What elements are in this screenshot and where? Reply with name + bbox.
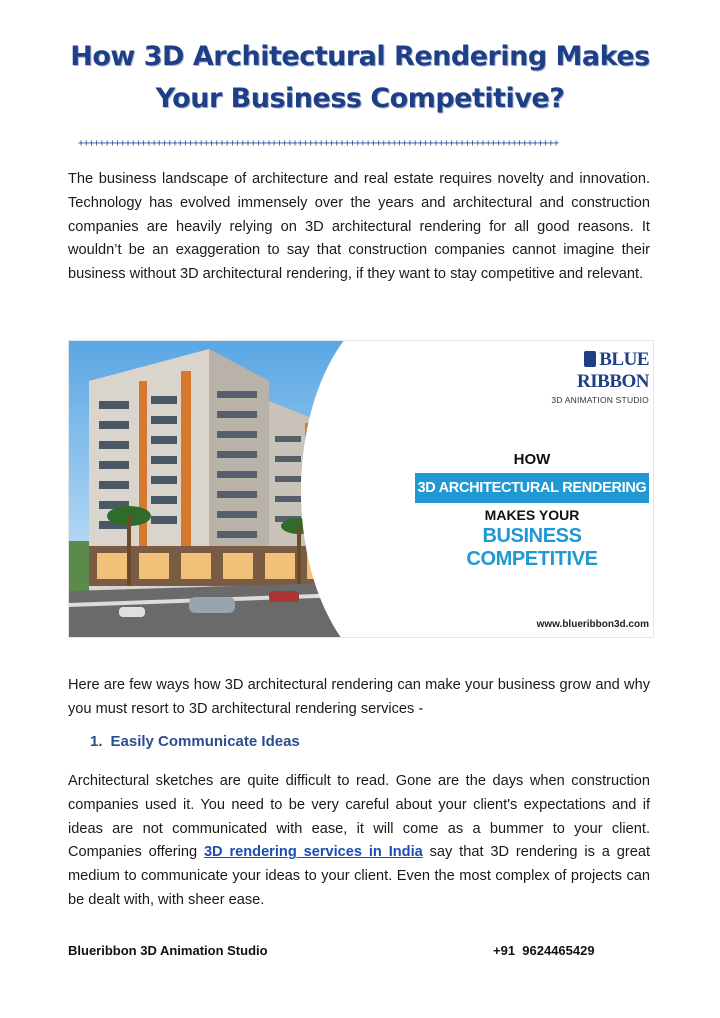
ribbon-logo-icon bbox=[584, 351, 596, 367]
brand-name: BLUE RIBBON bbox=[577, 349, 649, 392]
title-line-2: Your Business Competitive? bbox=[155, 83, 565, 114]
section-heading-text: Easily Communicate Ideas bbox=[110, 733, 300, 750]
section-1-paragraph bbox=[68, 770, 650, 913]
page-title bbox=[0, 36, 720, 120]
ways-paragraph: Here are few ways how 3D architectural rendering can make your business grow and why you must resort to 3D architectural rendering services - bbox=[68, 677, 650, 717]
section-text-before-link: Architectural sketches are quite difficult to read. Gone are the days when construction companies used it. You need to be very careful about your client's expectations and if ideas are not communicated with ease, it will come as a bummer to your client. Companies offering bbox=[68, 773, 650, 861]
banner-competitive-text: BUSINESS COMPETITIVE bbox=[466, 525, 598, 570]
banner-makes-text: MAKES YOUR bbox=[484, 507, 580, 523]
article-banner-image bbox=[68, 340, 654, 638]
section-heading-1 bbox=[90, 733, 300, 750]
brand-tagline: 3D ANIMATION STUDIO bbox=[551, 395, 649, 405]
brand-logo bbox=[537, 349, 649, 405]
decorative-divider: ++++++++++++++++++++++++++++++++++++++++++++++++++++++++++++++++++++++++++++++++++++++++++++ bbox=[78, 138, 559, 149]
rendering-services-link[interactable]: 3D rendering services in India bbox=[203, 844, 423, 861]
footer-company: Blueribbon 3D Animation Studio bbox=[68, 943, 268, 958]
banner-highlight-bar: 3D ARCHITECTURAL RENDERING bbox=[415, 473, 649, 503]
intro-paragraph: The business landscape of architecture and real estate requires novelty and innovation. Technology has evolved immensely over the years and architectural and construction companies are heavily relying on 3D architectural rendering for all good reasons. It wouldn’t be an exaggeration to say that construction companies cannot imagine their business without 3D architectural rendering, if they want to stay competitive and relevant. bbox=[68, 171, 650, 283]
title-line-1: How 3D Architectural Rendering Makes bbox=[70, 41, 650, 72]
banner-url: www.blueribbon3d.com bbox=[536, 619, 649, 630]
banner-how-text: HOW bbox=[513, 451, 551, 468]
section-number: 1. bbox=[90, 733, 103, 750]
section-text-after-link: say that 3D rendering is a great medium to communicate your ideas to your client. Even the most complex of projects can be dealt with, with sheer ease. bbox=[68, 844, 651, 908]
footer-phone: +91 9624465429 bbox=[493, 943, 595, 958]
